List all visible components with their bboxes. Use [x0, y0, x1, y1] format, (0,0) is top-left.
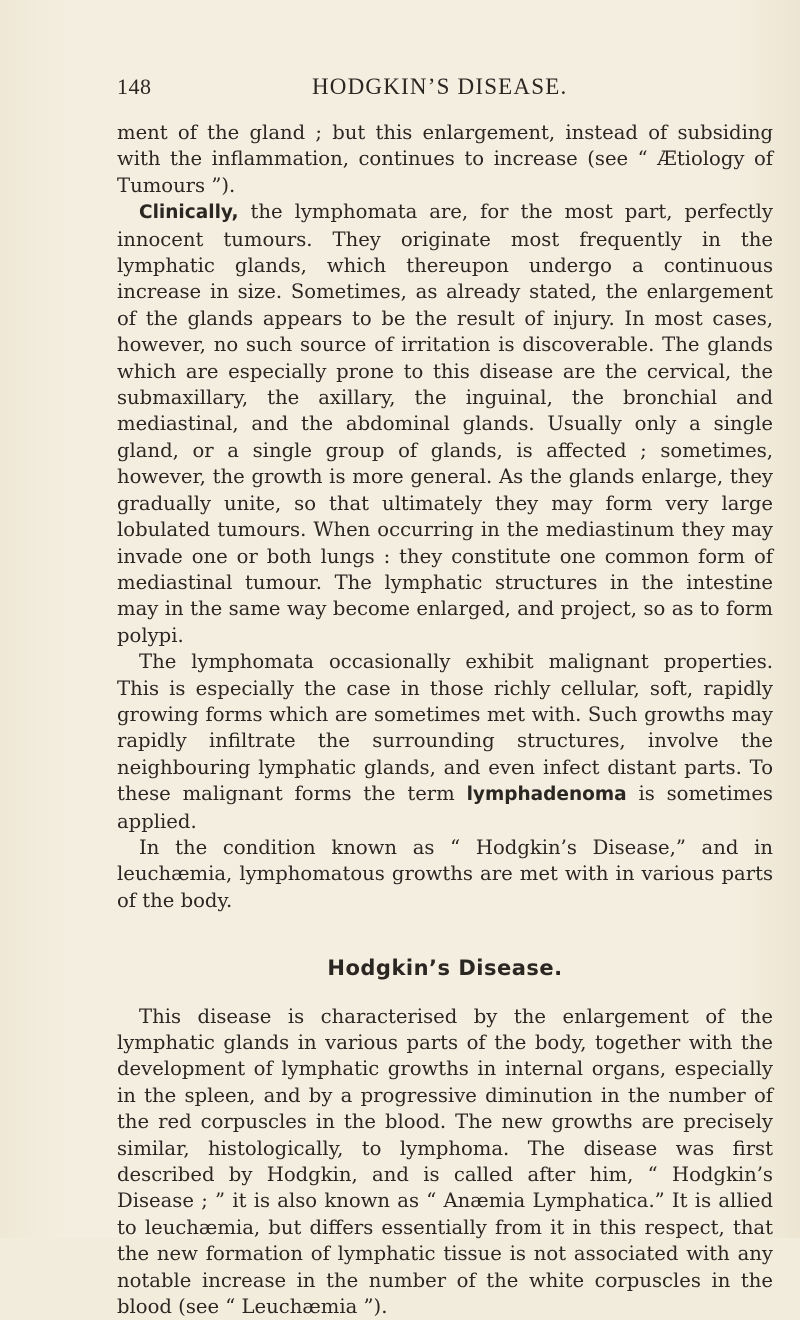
running-head: HODGKIN’S DISEASE. — [312, 74, 568, 99]
section-heading: Hodgkin’s Disease. — [327, 956, 563, 981]
page-header — [117, 74, 677, 114]
paragraph-continuation: ment of the gland ; but this enlargement, instead of subsiding with the inflammation, continues to increase (see “ Ætiology of Tumours ”). — [117, 121, 773, 197]
page-number: 148 — [117, 74, 152, 99]
paragraph-hodgkin-description: This disease is characterised by the enlargement of the lymphatic glands in various parts of the body, together with the development of lymphatic growths in internal organs, especially in the spleen, and by a progressive diminution in the number of the red corpuscles in the blood. The new growths are precisely similar, histologically, to lymphoma. The disease was first described by Hodgkin, and is called after him, “ Hodgkin’s Disease ; ” it is also known as “ Anæmia Lymphatica.” It is allied to leuchæmia, but differs essentially from it in this respect, that the new formation of lymphatic tissue is not associated with any notable increase in the number of the white corpuscles in the blood (see “ Leuchæmia ”). — [117, 1004, 773, 1319]
paragraph-hodgkin-intro: In the condition known as “ Hodgkin’s Disease,” and in leuchæmia, lymphomatous growths are met with in various parts of the body. — [117, 835, 773, 912]
paragraph-malignant-text-b: is sometimes applied. — [117, 782, 773, 833]
term-clinically: Clinically, — [139, 202, 239, 224]
paragraph-clinically — [117, 199, 773, 649]
paragraph-clinically-text: the lymphomata are, for the most part, perfectly innocent tumours. They originate most frequently in the lymphatic glands, which thereupon undergo a continuous increase in size. Sometimes, as already stated, the enlargement of the glands appears to be the result of injury. In most cases, however, no such source of irritation is discoverable. The glands which are especially prone to this disease are the cervical, the submaxillary, the axillary, the inguinal, the bronchial and mediastinal, and the abdominal glands. Usually only a single gland, or a single group of glands, is affected ; sometimes, however, the growth is more general. As the glands enlarge, they gradually unite, so that ultimately they may form very large lobulated tumours. When occurring in the mediastinum they may invade one or both lungs : they constitute one common form of mediastinal tumour. The lymphatic structures in the intestine may in the same way become enlarged, and project, so as to form polypi. — [117, 200, 773, 647]
body-text — [117, 120, 773, 1320]
term-lymphadenoma: lymphadenoma — [466, 784, 627, 806]
paragraph-malignant-text-a: The lymphomata occasionally exhibit malignant properties. This is especially the case in those richly cellular, soft, rapidly growing forms which are sometimes met with. Such growths may rapidly infiltrate the surrounding structures, involve the neighbouring lymphatic glands, and even infect distant parts. To these malignant forms the term — [117, 650, 773, 806]
paragraph-malignant — [117, 649, 773, 835]
